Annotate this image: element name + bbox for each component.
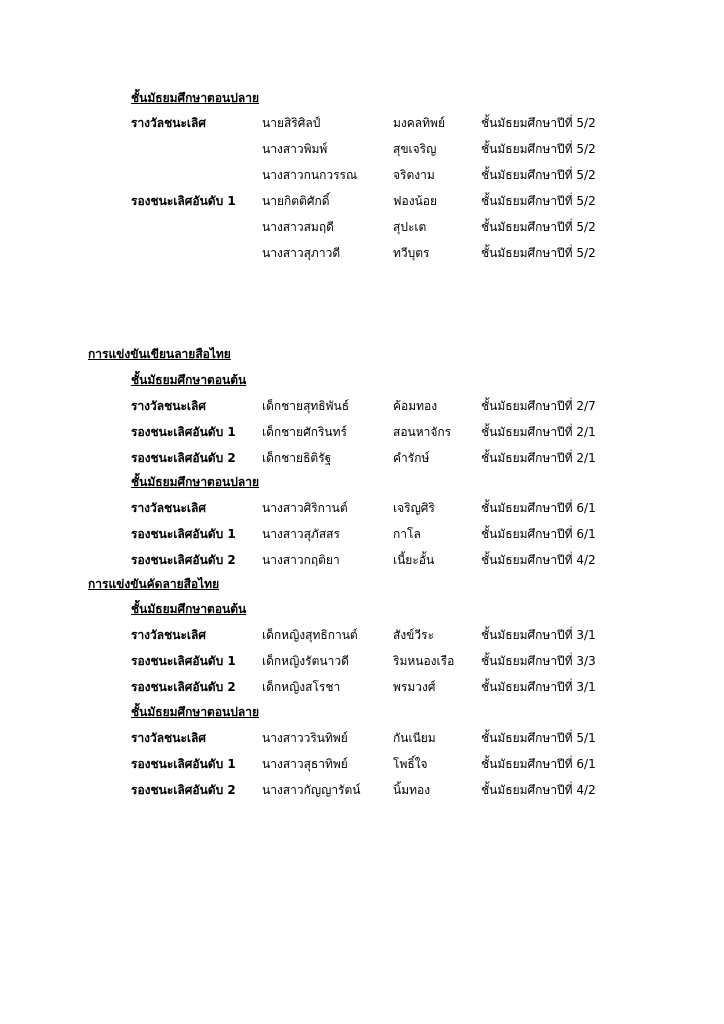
last-name: เจริญศิริ [393, 501, 435, 515]
grade: ชั้นมัธยมศึกษาปีที่ 2/1 [481, 425, 596, 439]
table-row [0, 780, 724, 800]
table-row [0, 217, 724, 237]
table-row [0, 139, 724, 159]
table-row [0, 728, 724, 748]
grade: ชั้นมัธยมศึกษาปีที่ 2/7 [481, 399, 596, 413]
award-label: รางวัลชนะเลิศ [131, 628, 206, 642]
last-name: พรมวงศ์ [393, 680, 436, 694]
last-name: ริมหนองเรือ [393, 654, 455, 668]
first-name: นางสาวสุธาทิพย์ [262, 757, 348, 771]
first-name: นางสาวสุภาวดี [262, 246, 341, 260]
table-row [0, 651, 724, 671]
grade: ชั้นมัธยมศึกษาปีที่ 3/3 [481, 654, 596, 668]
last-name: สุขเจริญ [393, 142, 437, 156]
award-label: รองชนะเลิศอันดับ 1 [131, 654, 236, 668]
first-name: นางสาวกัญญารัตน์ [262, 783, 361, 797]
grade: ชั้นมัธยมศึกษาปีที่ 6/1 [481, 501, 596, 515]
first-name: เด็กหญิงสโรชา [262, 680, 341, 694]
first-name: นางสาวกฤติยา [262, 553, 340, 567]
award-label: รองชนะเลิศอันดับ 2 [131, 783, 236, 797]
last-name: สอนหาจักร [393, 425, 452, 439]
competition-title: การแข่งขันเขียนลายสือไทย [88, 347, 231, 361]
last-name: มงคลทิพย์ [393, 116, 446, 130]
last-name: กาโล [393, 527, 421, 541]
first-name: นางสาววรินทิพย์ [262, 731, 348, 745]
grade: ชั้นมัธยมศึกษาปีที่ 4/2 [481, 553, 596, 567]
level-heading: ชั้นมัธยมศึกษาตอนปลาย [131, 705, 259, 719]
award-label: รางวัลชนะเลิศ [131, 399, 206, 413]
first-name: นางสาวพิมพ์ [262, 142, 328, 156]
last-name: โพธิ์ใจ [393, 757, 428, 771]
level-heading: ชั้นมัธยมศึกษาตอนต้น [131, 373, 247, 387]
grade: ชั้นมัธยมศึกษาปีที่ 5/2 [481, 142, 596, 156]
grade: ชั้นมัธยมศึกษาปีที่ 5/2 [481, 220, 596, 234]
table-row [0, 165, 724, 185]
award-label: รองชนะเลิศอันดับ 2 [131, 451, 236, 465]
award-label: รองชนะเลิศอันดับ 2 [131, 680, 236, 694]
table-row [0, 191, 724, 211]
last-name: สุปะเต [393, 220, 427, 234]
award-label: รองชนะเลิศอันดับ 1 [131, 527, 236, 541]
grade: ชั้นมัธยมศึกษาปีที่ 5/2 [481, 116, 596, 130]
table-row [0, 113, 724, 133]
table-row [0, 524, 724, 544]
table-row [0, 625, 724, 645]
grade: ชั้นมัธยมศึกษาปีที่ 6/1 [481, 527, 596, 541]
last-name: จริตงาม [393, 168, 435, 182]
table-row [0, 396, 724, 416]
last-name: ฟองน้อย [393, 194, 438, 208]
award-label: รองชนะเลิศอันดับ 2 [131, 553, 236, 567]
level-heading: ชั้นมัธยมศึกษาตอนปลาย [131, 475, 259, 489]
table-row [0, 754, 724, 774]
first-name: นายกิตติศักดิ์ [262, 194, 330, 208]
award-label: รองชนะเลิศอันดับ 1 [131, 425, 236, 439]
level-heading: ชั้นมัธยมศึกษาตอนปลาย [131, 91, 259, 105]
level-heading: ชั้นมัธยมศึกษาตอนต้น [131, 602, 247, 616]
grade: ชั้นมัธยมศึกษาปีที่ 3/1 [481, 680, 596, 694]
first-name: เด็กหญิงสุทธิกานต์ [262, 628, 358, 642]
award-label: รางวัลชนะเลิศ [131, 731, 206, 745]
grade: ชั้นมัธยมศึกษาปีที่ 6/1 [481, 757, 596, 771]
award-label: รางวัลชนะเลิศ [131, 116, 206, 130]
last-name: ค้อมทอง [393, 399, 438, 413]
first-name: นางสาวศิริกานต์ [262, 501, 348, 515]
first-name: นางสาวกนกวรรณ [262, 168, 358, 182]
award-label: รางวัลชนะเลิศ [131, 501, 206, 515]
first-name: เด็กชายธิติรัฐ [262, 451, 332, 465]
grade: ชั้นมัธยมศึกษาปีที่ 4/2 [481, 783, 596, 797]
table-row [0, 550, 724, 570]
first-name: นายสิริศิลป์ [262, 116, 321, 130]
last-name: กันเนียม [393, 731, 436, 745]
award-label: รองชนะเลิศอันดับ 1 [131, 757, 236, 771]
last-name: เนี้ยะอั้น [393, 553, 435, 567]
grade: ชั้นมัธยมศึกษาปีที่ 5/1 [481, 731, 596, 745]
last-name: ทวีบุตร [393, 246, 430, 260]
table-row [0, 498, 724, 518]
table-row [0, 243, 724, 263]
first-name: เด็กหญิงรัตนาวดี [262, 654, 349, 668]
last-name: คำรักษ์ [393, 451, 430, 465]
first-name: เด็กชายศักรินทร์ [262, 425, 347, 439]
table-row [0, 422, 724, 442]
grade: ชั้นมัธยมศึกษาปีที่ 2/1 [481, 451, 596, 465]
last-name: สังข์วีระ [393, 628, 435, 642]
grade: ชั้นมัธยมศึกษาปีที่ 5/2 [481, 168, 596, 182]
first-name: เด็กชายสุทธิพันธ์ [262, 399, 350, 413]
grade: ชั้นมัธยมศึกษาปีที่ 5/2 [481, 194, 596, 208]
grade: ชั้นมัธยมศึกษาปีที่ 3/1 [481, 628, 596, 642]
first-name: นางสาวสุภัสสร [262, 527, 340, 541]
table-row [0, 448, 724, 468]
competition-title: การแข่งขันคัดลายสือไทย [88, 577, 220, 591]
award-label: รองชนะเลิศอันดับ 1 [131, 194, 236, 208]
table-row [0, 677, 724, 697]
last-name: นิ้มทอง [393, 783, 431, 797]
grade: ชั้นมัธยมศึกษาปีที่ 5/2 [481, 246, 596, 260]
first-name: นางสาวสมฤดี [262, 220, 334, 234]
